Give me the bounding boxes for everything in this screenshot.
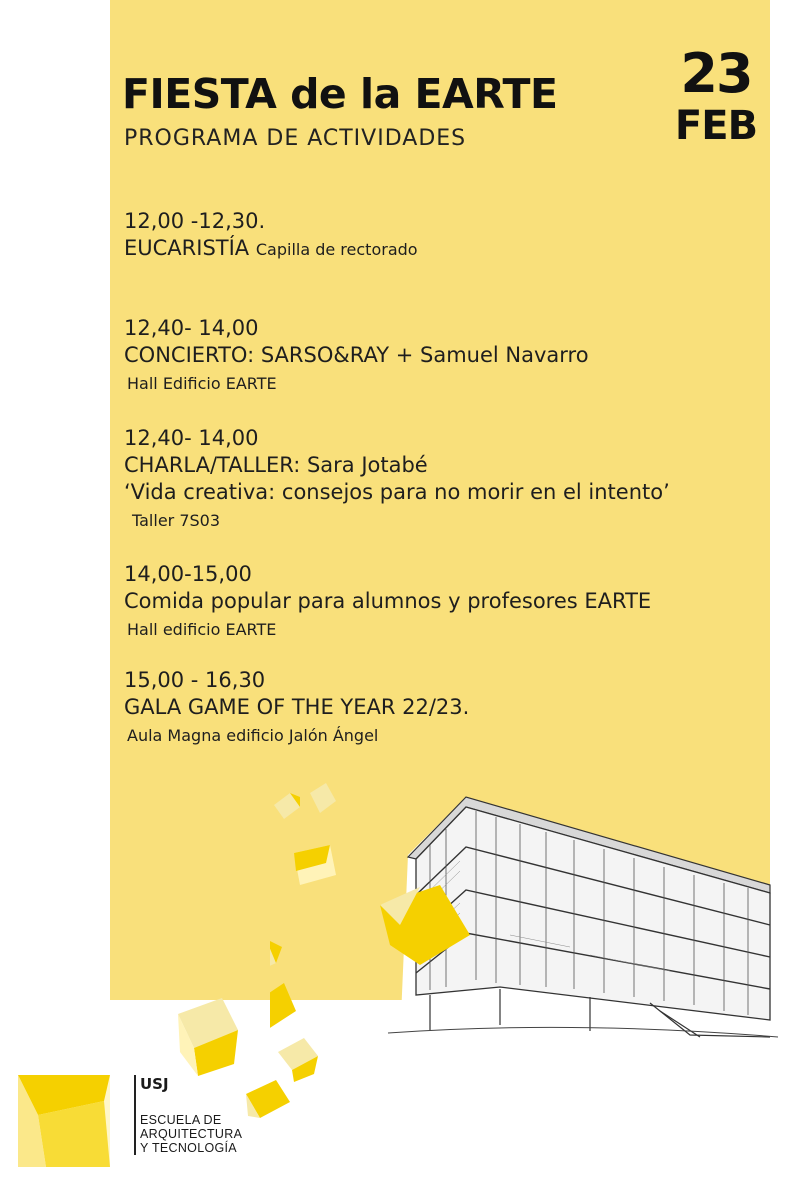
event-title-line bbox=[124, 235, 418, 263]
event-place: Taller 7S03 bbox=[132, 511, 221, 530]
event-name: Comida popular para alumnos y profesores EARTE bbox=[124, 589, 652, 613]
date-day: 23 bbox=[680, 42, 752, 105]
event-place: Capilla de rectorado bbox=[255, 240, 418, 259]
usj-logo-cube-icon bbox=[18, 1075, 110, 1167]
event-item bbox=[124, 425, 670, 536]
event-place: Hall edificio EARTE bbox=[127, 620, 277, 639]
event-name: CHARLA/TALLER: Sara Jotabé bbox=[124, 453, 428, 477]
event-date bbox=[668, 42, 764, 149]
event-time: 12,40- 14,00 bbox=[124, 426, 259, 450]
school-name-line-2: ARQUITECTURA bbox=[140, 1127, 243, 1141]
school-logo-text bbox=[134, 1075, 270, 1155]
event-name: CONCIERTO: SARSO&RAY + Samuel Navarro bbox=[124, 343, 589, 367]
poster-title: FIESTA de la EARTE bbox=[122, 70, 558, 118]
event-time: 14,00-15,00 bbox=[124, 562, 252, 586]
school-name-line-1: ESCUELA DE bbox=[140, 1113, 222, 1127]
event-item bbox=[124, 561, 651, 645]
event-item bbox=[124, 315, 589, 399]
event-item bbox=[124, 667, 469, 751]
building-sketch-illustration bbox=[270, 775, 780, 1065]
event-place: Hall Edificio EARTE bbox=[127, 374, 277, 393]
event-time: 12,00 -12,30. bbox=[124, 209, 266, 233]
usj-logo-abbreviation: USJ bbox=[140, 1075, 169, 1093]
poster-subtitle: PROGRAMA DE ACTIVIDADES bbox=[124, 126, 467, 151]
event-item bbox=[124, 208, 418, 263]
event-name: EUCARISTÍA bbox=[124, 236, 250, 260]
event-place: Aula Magna edificio Jalón Ángel bbox=[127, 726, 379, 745]
event-time: 15,00 - 16,30 bbox=[124, 668, 266, 692]
event-name: GALA GAME OF THE YEAR 22/23. bbox=[124, 695, 470, 719]
event-time: 12,40- 14,00 bbox=[124, 316, 259, 340]
date-month: FEB bbox=[674, 103, 758, 149]
event-detail: ‘Vida creativa: consejos para no morir en el intento’ bbox=[124, 480, 670, 504]
school-name-line-3: Y TECNOLOGÍA bbox=[140, 1141, 237, 1155]
